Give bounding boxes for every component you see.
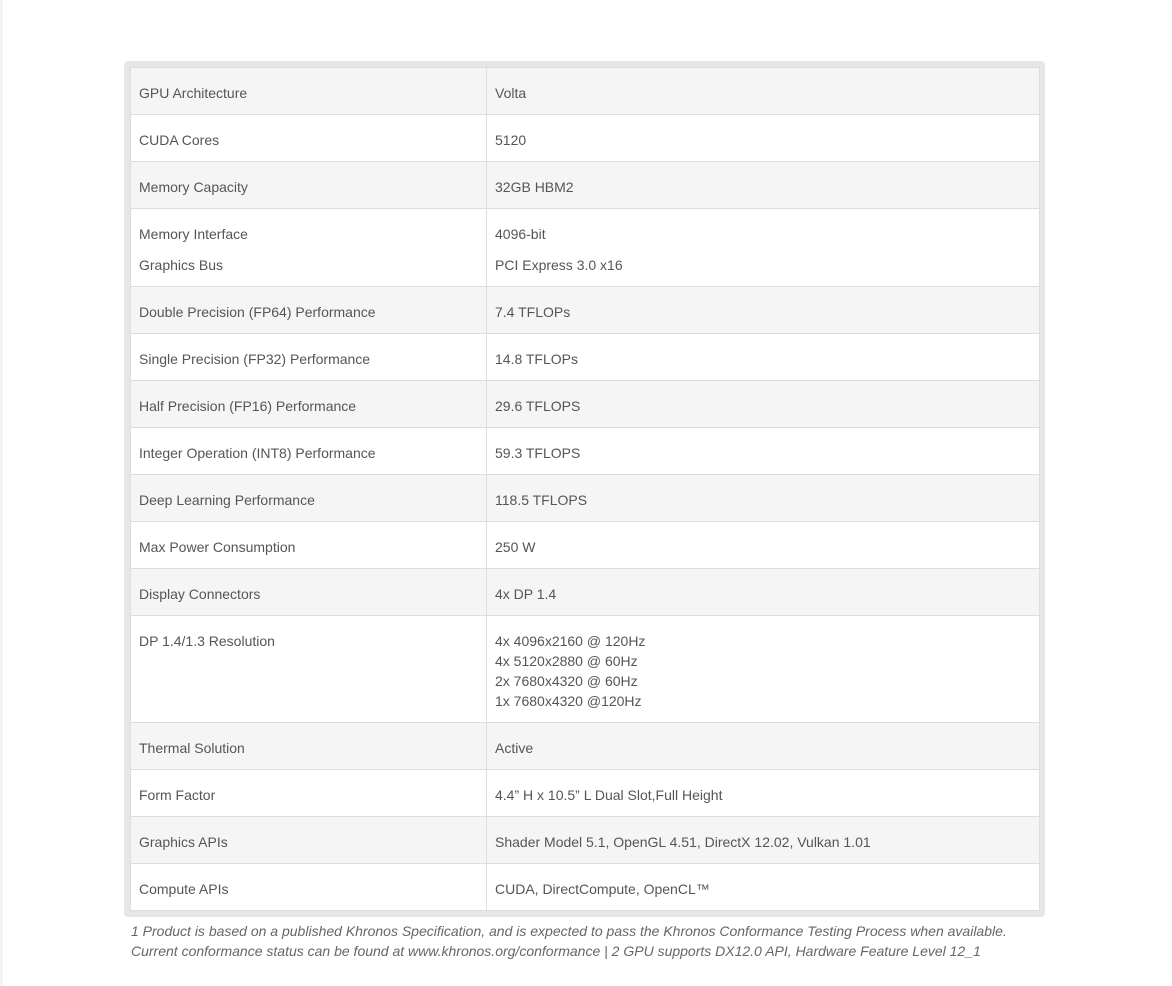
spec-value: 7.4 TFLOPs <box>487 287 1040 334</box>
table-row <box>131 770 1040 817</box>
table-row <box>131 569 1040 616</box>
footnote <box>131 921 1031 961</box>
spec-value: PCI Express 3.0 x16 <box>495 257 623 273</box>
footnote-line: 1 Product is based on a published Khronos Specification, and is expected to pass the Khronos Conformance Testing Process when available. <box>131 923 1007 939</box>
footnote-line: Current conformance status can be found at www.khronos.org/conformance | 2 GPU supports DX12.0 API, Hardware Feature Level 12_1 <box>131 943 981 959</box>
spec-label: Thermal Solution <box>131 723 487 770</box>
spec-table <box>130 67 1040 911</box>
resolution-line: 1x 7680x4320 @120Hz <box>495 693 642 709</box>
spec-label: Deep Learning Performance <box>131 475 487 522</box>
spec-value: Volta <box>487 68 1040 115</box>
left-edge-rule <box>0 0 3 986</box>
spec-value: 118.5 TFLOPS <box>487 475 1040 522</box>
spec-label: CUDA Cores <box>131 115 487 162</box>
spec-value: 250 W <box>487 522 1040 569</box>
spec-label: Display Connectors <box>131 569 487 616</box>
spec-label: Double Precision (FP64) Performance <box>131 287 487 334</box>
spec-value: Shader Model 5.1, OpenGL 4.51, DirectX 12.02, Vulkan 1.01 <box>487 817 1040 864</box>
table-row <box>131 817 1040 864</box>
resolution-line: 4x 4096x2160 @ 120Hz <box>495 633 646 649</box>
table-row <box>131 616 1040 723</box>
table-row <box>131 115 1040 162</box>
spec-label: Max Power Consumption <box>131 522 487 569</box>
spec-value: 59.3 TFLOPS <box>487 428 1040 475</box>
spec-label: Compute APIs <box>131 864 487 911</box>
spec-value: 32GB HBM2 <box>487 162 1040 209</box>
table-row <box>131 381 1040 428</box>
table-row <box>131 522 1040 569</box>
spec-label: Memory Interface <box>139 226 248 242</box>
spec-value: CUDA, DirectCompute, OpenCL™ <box>487 864 1040 911</box>
spec-value: 4.4” H x 10.5” L Dual Slot,Full Height <box>487 770 1040 817</box>
table-row <box>131 723 1040 770</box>
spec-label-cell <box>131 209 487 287</box>
spec-label: GPU Architecture <box>131 68 487 115</box>
spec-value-cell <box>487 616 1040 723</box>
spec-value: 14.8 TFLOPs <box>487 334 1040 381</box>
spec-label: Half Precision (FP16) Performance <box>131 381 487 428</box>
table-row <box>131 428 1040 475</box>
table-row <box>131 68 1040 115</box>
spec-label: Memory Capacity <box>131 162 487 209</box>
resolution-line: 2x 7680x4320 @ 60Hz <box>495 673 638 689</box>
table-row <box>131 162 1040 209</box>
table-row <box>131 864 1040 911</box>
table-row <box>131 209 1040 287</box>
resolution-line: 4x 5120x2880 @ 60Hz <box>495 653 638 669</box>
table-row <box>131 334 1040 381</box>
spec-value: Active <box>487 723 1040 770</box>
table-row <box>131 475 1040 522</box>
spec-label: Form Factor <box>131 770 487 817</box>
spec-label: Integer Operation (INT8) Performance <box>131 428 487 475</box>
spec-label: Graphics Bus <box>139 257 224 273</box>
spec-value: 4096-bit <box>495 226 546 242</box>
spec-label: DP 1.4/1.3 Resolution <box>131 616 487 723</box>
spec-value: 4x DP 1.4 <box>487 569 1040 616</box>
spec-value-cell <box>487 209 1040 287</box>
spec-label: Graphics APIs <box>131 817 487 864</box>
table-row <box>131 287 1040 334</box>
spec-value: 29.6 TFLOPS <box>487 381 1040 428</box>
spec-value: 5120 <box>487 115 1040 162</box>
spec-label: Single Precision (FP32) Performance <box>131 334 487 381</box>
spec-table-frame <box>124 61 1045 917</box>
